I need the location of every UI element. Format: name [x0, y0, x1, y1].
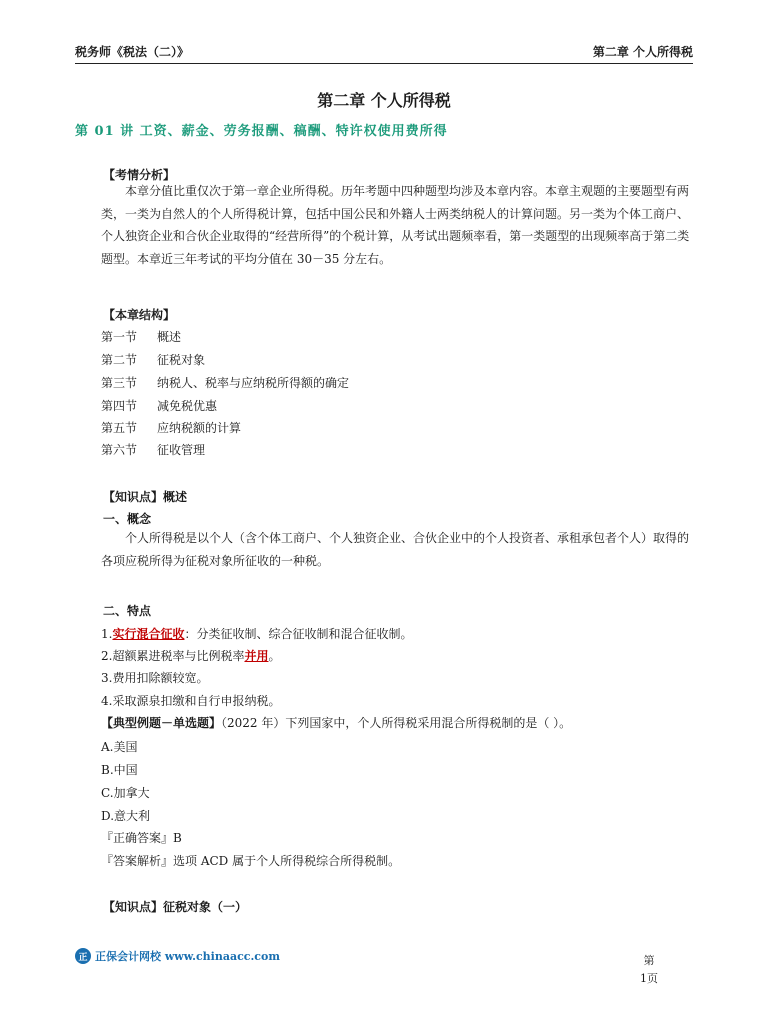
example-question: 【典型例题－单选题】（2022 年）下列国家中，个人所得税采用混合所得税制的是（ ）。 — [101, 716, 572, 730]
header-left: 税务师《税法（二）》 — [75, 45, 190, 59]
header-right: 第二章 个人所得税 — [592, 45, 693, 59]
option-d: D.意大利 — [101, 809, 151, 823]
logo-icon: 正 — [75, 948, 91, 964]
structure-heading: 【本章结构】 — [103, 308, 176, 322]
toc-item: 第六节 征收管理 — [101, 443, 206, 457]
toc-item: 第五节 应纳税额的计算 — [101, 421, 242, 435]
concept-heading: 一、概念 — [103, 512, 152, 526]
feature-3: 3.费用扣除额较宽。 — [101, 671, 209, 685]
features-heading: 二、特点 — [103, 604, 152, 618]
brand-logo — [75, 948, 280, 964]
analysis-heading: 【考情分析】 — [103, 168, 176, 182]
feature-4: 4.采取源泉扣缴和自行申报纳税。 — [101, 694, 281, 708]
analysis-text: 本章分值比重仅次于第一章企业所得税。历年考题中四种题型均涉及本章内容。本章主观题的主要题型有两类，一类为自然人的个人所得税计算，包括中国公民和外籍人士两类纳税人的计算问题。另一类为个体工商户、个人独资企业和合伙企业取得的“经营所得”的个税计算，从考试出题频率看，第一类题型的出现频率高于第二类题型。本章近三年考试的平均分值在 30－35 分左右。 — [101, 184, 690, 266]
knowledge-heading-2: 【知识点】征税对象（一） — [103, 900, 248, 914]
toc-item: 第二节 征税对象 — [101, 353, 206, 367]
correct-answer: 『正确答案』B — [101, 831, 182, 845]
toc-item: 第四节 减免税优惠 — [101, 399, 218, 413]
concept-text: 个人所得税是以个人（含个体工商户、个人独资企业、合伙企业中的个人投资者、承租承包者个人）取得的各项应税所得为征税对象所征收的一种税。 — [101, 531, 690, 568]
lecture-title: 第 01 讲 工资、薪金、劳务报酬、稿酬、特许权使用费所得 — [75, 124, 448, 139]
logo-text: 正保会计网校 www.chinaacc.com — [95, 950, 280, 963]
answer-analysis: 『答案解析』选项 ACD 属于个人所得税综合所得税制。 — [101, 854, 401, 868]
page-header — [75, 36, 693, 64]
option-c: C.加拿大 — [101, 786, 150, 800]
toc-item: 第一节 概述 — [101, 330, 182, 344]
option-b: B.中国 — [101, 763, 138, 777]
option-a: A.美国 — [101, 740, 138, 754]
toc-item: 第三节 纳税人、税率与应纳税所得额的确定 — [101, 376, 350, 390]
feature-2: 2.超额累进税率与比例税率并用。 — [101, 649, 281, 663]
feature-1: 1.实行混合征收：分类征收制、综合征收制和混合征收制。 — [101, 627, 413, 641]
page-number: 第 1页 — [640, 954, 658, 985]
chapter-title: 第二章 个人所得税 — [317, 91, 451, 110]
knowledge-heading: 【知识点】概述 — [103, 490, 188, 504]
